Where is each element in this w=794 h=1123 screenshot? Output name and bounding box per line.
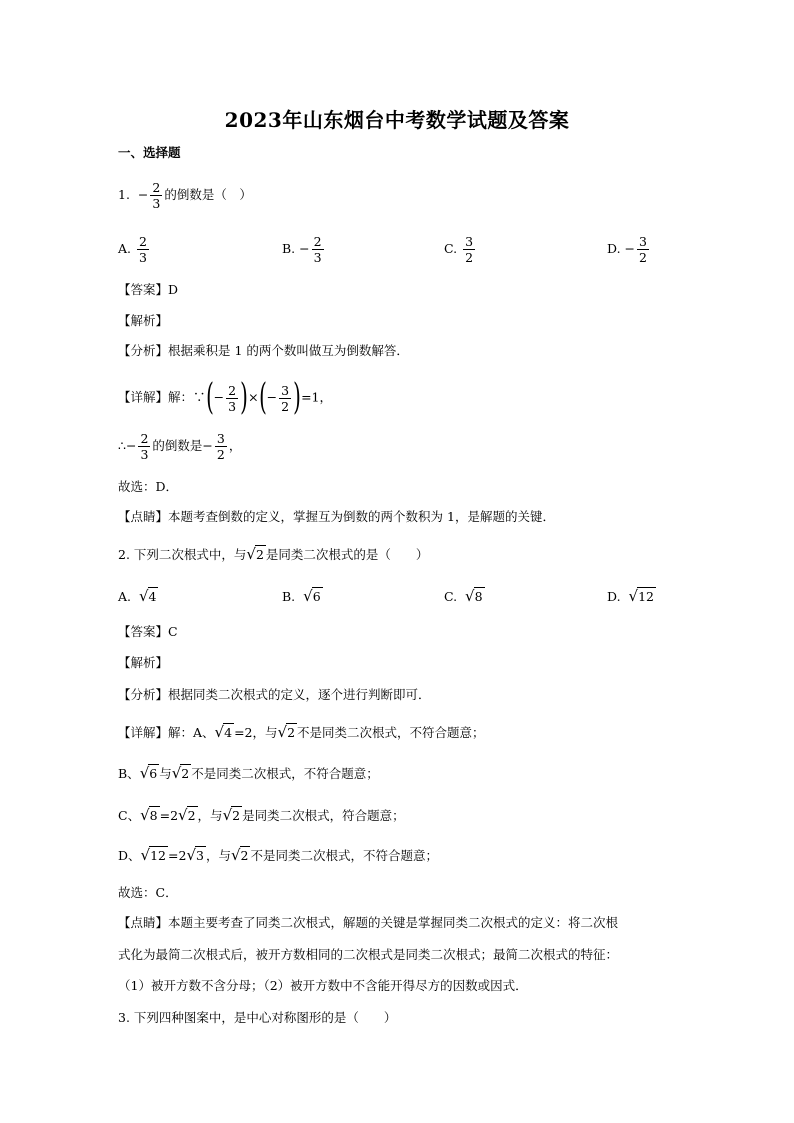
page-title: 2023年山东烟台中考数学试题及答案 xyxy=(224,108,570,132)
q2-stem: 2. 下列二次根式中，与√2 是同类二次根式的是（ ） xyxy=(118,545,429,563)
q1-fenxi: 【分析】根据乘积是 1 的两个数叫做互为倒数解答． xyxy=(118,343,409,358)
q1-stem: 1. − $\frac{2}{3}$ 的倒数是（ ） xyxy=(118,180,252,211)
q2-analysis-label: 【解析】 xyxy=(118,655,169,670)
q2-dianjing-line3: （1）被开方数不含分母；（2）被开方数中不含能开得尽方的因数或因式． xyxy=(118,978,528,993)
q1-analysis-label: 【解析】 xyxy=(118,313,169,328)
section-heading: 一、选择题 xyxy=(118,145,181,160)
q3-stem: 3. 下列四种图案中，是中心对称图形的是（ ） xyxy=(118,1010,397,1025)
q2-option-d: D. √12 xyxy=(607,587,654,605)
q1-answer: 【答案】D xyxy=(118,282,179,297)
q1-option-c: C. $\frac{3}{2}$ xyxy=(444,234,474,265)
q2-detail-d: D、√12 =2√3 ，与√2 不是同类二次根式，不符合题意； xyxy=(118,846,438,864)
q2-detail-c: C、√8 =2√2 ，与√2 是同类二次根式，符合题意； xyxy=(118,806,405,824)
q2-answer: 【答案】C xyxy=(118,624,178,639)
q2-dianjing-line2: 式化为最简二次根式后，被开方数相同的二次根式是同类二次根式；最简二次根式的特征： xyxy=(118,947,619,962)
q2-detail-a: 【详解】解：A、√4 =2，与√2 不是同类二次根式，不符合题意； xyxy=(118,723,485,741)
q1-option-b: B. − $\frac{2}{3}$ xyxy=(282,234,322,265)
q1-option-d: D. − $\frac{3}{2}$ xyxy=(607,234,647,265)
q2-option-a: A. √4 xyxy=(118,587,157,605)
q1-fraction: $\frac{2}{3}$ xyxy=(152,180,161,211)
q2-fenxi: 【分析】根据同类二次根式的定义，逐个进行判断即可． xyxy=(118,687,431,702)
q1-dianjing: 【点睛】本题考查倒数的定义，掌握互为倒数的两个数积为 1，是解题的关键． xyxy=(118,509,555,524)
q1-option-a: A. $\frac{2}{3}$ xyxy=(118,234,147,265)
q1-choose: 故选：D． xyxy=(118,479,179,494)
q1-xiangjie: 【详解】解：∵(− $\frac{2}{3}$ )×(− $\frac{3}{2}$ )=1， xyxy=(118,377,333,418)
q2-choose: 故选：C． xyxy=(118,885,178,900)
q1-number: 1. xyxy=(118,187,130,202)
q2-option-c: C. √8 xyxy=(444,587,483,605)
q2-option-b: B. √6 xyxy=(282,587,321,605)
q1-therefore: ∴− $\frac{2}{3}$ 的倒数是− $\frac{3}{2}$ ， xyxy=(118,431,242,462)
q2-dianjing-line1: 【点睛】本题主要考查了同类二次根式，解题的关键是掌握同类二次根式的定义：将二次根 xyxy=(118,915,619,930)
q2-detail-b: B、√6 与√2 不是同类二次根式，不符合题意； xyxy=(118,764,379,782)
